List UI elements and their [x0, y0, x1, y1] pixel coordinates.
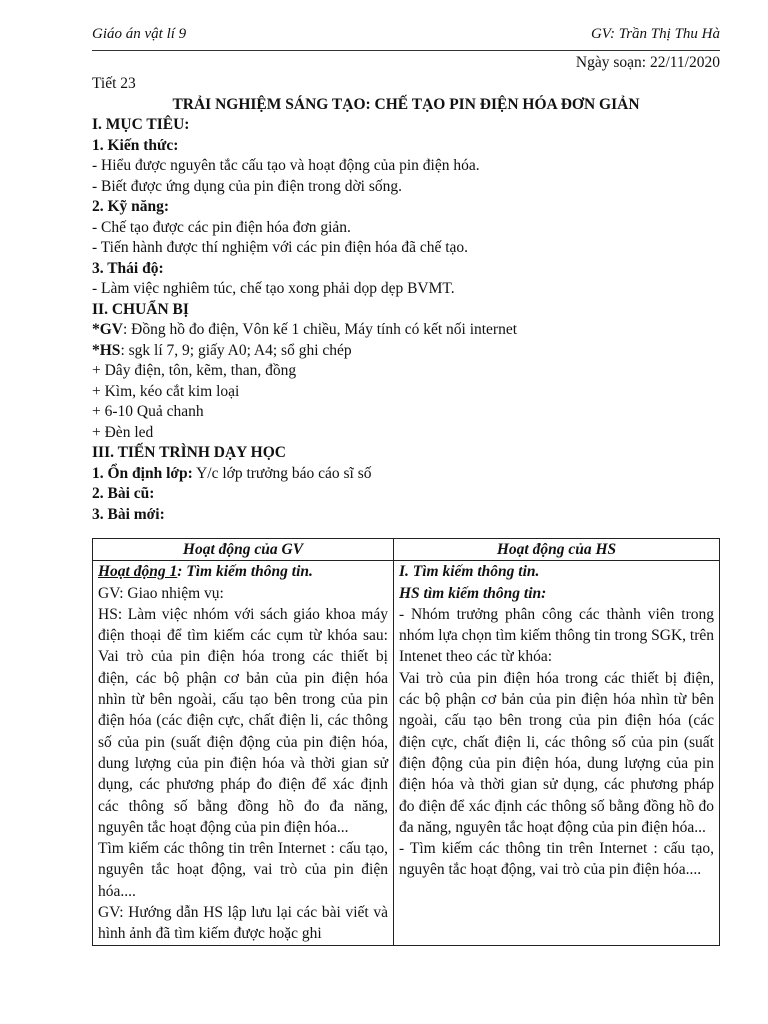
- student-materials: [92, 341, 720, 362]
- class-stabilize-text: Y/c lớp trưởng báo cáo sĩ số: [192, 464, 372, 482]
- gv-label: *GV: [92, 321, 123, 338]
- class-stabilize: [92, 464, 720, 485]
- teacher-paragraph: HS: Làm việc nhóm với sách giáo khoa máy điện thoại để tìm kiếm các cụm từ khóa sau: Vai trò của pin điện hóa trong các thiết bị điện, các bộ phận cơ bản của pin điện hóa nhìn từ bên ngoài, cấu tạo bên trong của pin điện hóa (các điện cực, chất điện li, các thông số của pin (suất điện động của pin điện hóa, dung lượng của pin điện hóa và thời gian sử dụng, các phương pháp đo điện để xác định các thông số bằng đồng hồ đo đa năng, nguyên tắc hoạt động của pin điện hóa...: [98, 605, 388, 836]
- header-student: Hoạt động của HS: [394, 539, 720, 561]
- lesson-title: TRẢI NGHIỆM SÁNG TẠO: CHẾ TẠO PIN ĐIỆN HÓA ĐƠN GIẢN: [172, 95, 640, 113]
- date-line: Ngày soạn: 22/11/2020: [575, 54, 720, 71]
- material-item: + Kìm, kéo cắt kim loại: [92, 382, 240, 400]
- lesson-number: Tiết 23: [92, 75, 136, 92]
- header-right: GV: Trần Thị Thu Hà: [590, 26, 720, 42]
- gv-text: : Đồng hồ đo điện, Vôn kế 1 chiều, Máy tính có kết nối internet: [123, 321, 518, 338]
- knowledge-item: - Biết được ứng dụng của pin điện trong dời sống.: [92, 177, 402, 195]
- student-cell: [394, 561, 720, 945]
- hs-text: : sgk lí 7, 9; giấy A0; A4; sổ ghi chép: [120, 341, 352, 359]
- student-paragraph: - Nhóm trưởng phân công các thành viên trong nhóm lựa chọn tìm kiếm thông tin trong SGK, trên Intenet theo các từ khóa:: [399, 605, 714, 666]
- section-preparation: II. CHUẨN BỊ: [92, 300, 189, 318]
- lesson-content: [92, 74, 720, 525]
- knowledge-item: - Hiểu được nguyên tắc cấu tạo và hoạt động của pin điện hóa.: [92, 157, 480, 174]
- skill-item: - Chế tạo được các pin điện hóa đơn giản.: [92, 218, 351, 236]
- header-teacher: Hoạt động của GV: [93, 539, 394, 561]
- student-paragraph: - Tìm kiếm các thông tin trên Internet : cấu tạo, nguyên tắc hoạt động, vai trò của pin điện hóa....: [399, 840, 714, 879]
- teacher-paragraph: GV: Hướng dẫn HS lập lưu lại các bài viết và hình ảnh đã tìm kiếm được hoặc ghi: [98, 904, 388, 943]
- activity-title: Hoạt động 1: [98, 563, 178, 581]
- teacher-materials: [92, 320, 720, 341]
- material-item: + 6-10 Quả chanh: [92, 403, 204, 420]
- section-procedure: III. TIẾN TRÌNH DẠY HỌC: [92, 444, 286, 461]
- table-row: [93, 561, 720, 945]
- teacher-cell: [93, 561, 394, 945]
- table-header-row: [93, 539, 720, 561]
- activity-title-rest: : Tìm kiếm thông tin.: [177, 563, 313, 581]
- subsection-skills: 2. Kỹ năng:: [92, 198, 170, 215]
- teacher-paragraph: Tìm kiếm các thông tin trên Internet : cấu tạo, nguyên tắc hoạt động, vai trò của pin điện hóa....: [98, 840, 388, 900]
- old-lesson: 2. Bài cũ:: [92, 485, 155, 502]
- subsection-attitude: 3. Thái độ:: [92, 259, 164, 277]
- skill-item: - Tiến hành được thí nghiệm với các pin điện hóa đã chế tạo.: [92, 239, 469, 256]
- student-paragraph: Vai trò của pin điện hóa trong các thiết bị điện, các bộ phận cơ bản của pin điện hóa nhìn từ bên ngoài, cấu tạo bên trong của pin điện hóa (các điện cực, chất điện li, các thông số của pin (suất điện động của pin điện hóa, dung lượng của pin điện hóa và thời gian sử dụng, các phương pháp đo điện để xác định các thông số bằng đồng hồ đo đa năng, nguyên tắc hoạt động của pin điện hóa...: [399, 669, 714, 836]
- new-lesson: 3. Bài mới:: [92, 505, 165, 523]
- section-objectives: I. MỤC TIÊU:: [92, 116, 190, 133]
- class-stabilize-label: 1. Ổn định lớp:: [92, 464, 193, 482]
- hs-label: *HS: [92, 341, 121, 359]
- student-heading: I. Tìm kiếm thông tin.: [399, 563, 540, 581]
- material-item: + Dây điện, tôn, kẽm, than, đồng: [92, 362, 297, 379]
- page-header: [92, 26, 720, 51]
- teacher-paragraph: GV: Giao nhiệm vụ:: [98, 584, 224, 602]
- student-subheading: HS tìm kiếm thông tin:: [399, 584, 547, 602]
- attitude-item: - Làm việc nghiêm túc, chế tạo xong phải dọp dẹp BVMT.: [92, 280, 455, 297]
- activity-table: [92, 538, 720, 946]
- material-item: + Đèn led: [92, 423, 154, 441]
- header-left: Giáo án vật lí 9: [92, 26, 187, 42]
- subsection-knowledge: 1. Kiến thức:: [92, 136, 179, 154]
- activity-heading: [98, 561, 388, 582]
